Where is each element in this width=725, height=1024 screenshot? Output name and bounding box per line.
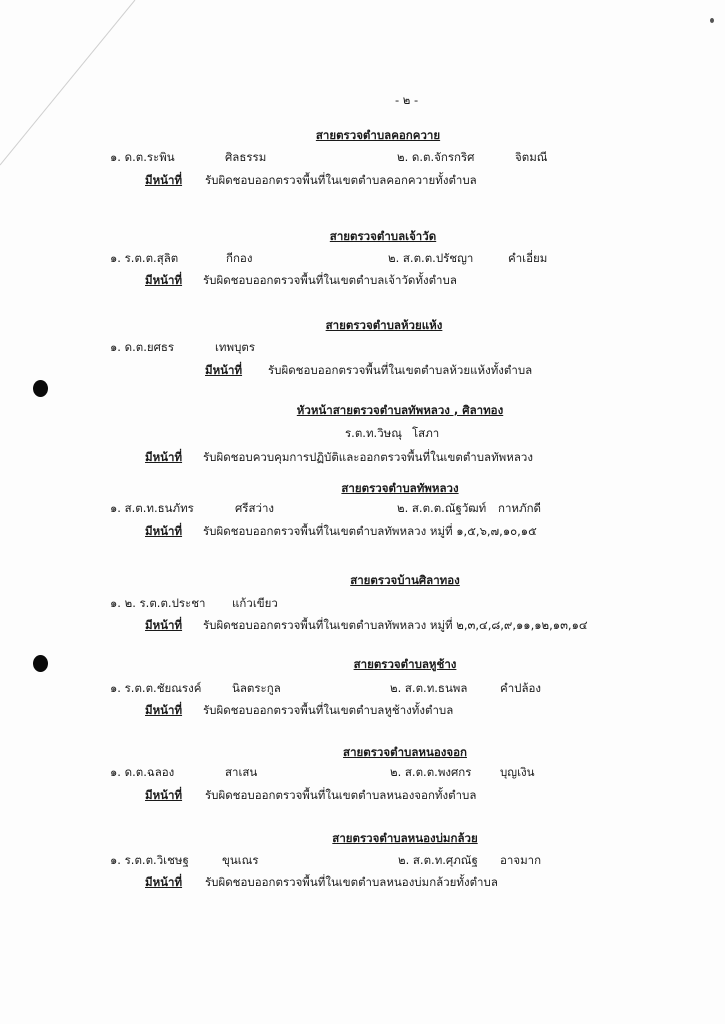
member-surname: กาหภักดี	[498, 501, 542, 515]
duty-label: มีหน้าที่	[145, 703, 183, 717]
section-heading: สายตรวจตำบลทัพหลวง	[341, 481, 459, 495]
member-surname: คำปล้อง	[500, 681, 542, 695]
scan-artifact-line	[0, 0, 140, 170]
member-rank-name: ๒. ส.ต.ต.ณัฐวัฒท์	[397, 501, 487, 515]
member-surname: จิตมณี	[515, 150, 548, 164]
duty-text: รับผิดชอบออกตรวจพื้นที่ในเขตตำบลเจ้าวัดทั้งตำบล	[203, 273, 457, 287]
duty-label: มีหน้าที่	[145, 450, 183, 464]
section-heading: สายตรวจตำบลคอกควาย	[315, 128, 441, 142]
member-rank-name: ๒. ส.ต.ท.ธนพล	[390, 681, 468, 695]
member-rank-name: ๑. ด.ต.ระพิน	[110, 150, 175, 164]
duty-label: มีหน้าที่	[145, 788, 183, 802]
scan-speck	[710, 18, 714, 23]
duty-text: รับผิดชอบออกตรวจพื้นที่ในเขตตำบลหนองบ่มกล้วยทั้งตำบล	[205, 875, 498, 889]
duty-text: รับผิดชอบออกตรวจพื้นที่ในเขตตำบลห้วยแห้งทั้งตำบล	[268, 363, 533, 377]
duty-text: รับผิดชอบออกตรวจพื้นที่ในเขตตำบลหนองจอกทั้งตำบล	[205, 788, 477, 802]
member-surname: สาเสน	[225, 765, 258, 779]
member-rank-name: ๒. ส.ต.ต.ปรัชญา	[388, 251, 474, 265]
member-surname: ศรีสว่าง	[235, 501, 275, 515]
section-heading: สายตรวจตำบลหนองจอก	[343, 745, 467, 759]
section-heading: สายตรวจตำบลห้วยแห้ง	[325, 318, 443, 332]
member-surname: แก้วเขียว	[232, 596, 278, 610]
member-rank-name: ๑. ร.ต.ต.วิเชษฐ	[110, 853, 189, 867]
section-heading: สายตรวจบ้านศิลาทอง	[350, 573, 460, 587]
duty-text: รับผิดชอบออกตรวจพื้นที่ในเขตตำบลทัพหลวง หมู่ที่ ๑,๕,๖,๗,๑๐,๑๕	[203, 524, 537, 538]
member-rank-name: ๑. ๒. ร.ต.ต.ประชา	[110, 596, 206, 610]
member-rank-name: ๑. ส.ต.ท.ธนภัทร	[110, 501, 194, 515]
member-rank-name: ๒. ส.ต.ท.ศุภณัฐ	[398, 853, 478, 867]
member-rank-name: ร.ต.ท.วิษณุ	[345, 426, 402, 440]
duty-text: รับผิดชอบออกตรวจพื้นที่ในเขตตำบลหูช้างทั้งตำบล	[203, 703, 454, 717]
member-surname: คำเอี่ยม	[508, 251, 548, 265]
duty-label: มีหน้าที่	[145, 618, 183, 632]
member-surname: นิลตระกูล	[232, 681, 281, 695]
member-surname: ศิลธรรม	[225, 150, 267, 164]
duty-text: รับผิดชอบออกตรวจพื้นที่ในเขตตำบลคอกควายทั้งตำบล	[205, 173, 477, 187]
section-heading: สายตรวจตำบลหูช้าง	[353, 657, 457, 671]
member-rank-name: ๑. ร.ต.ต.ชัยณรงค์	[110, 681, 202, 695]
duty-label: มีหน้าที่	[145, 524, 183, 538]
duty-label: มีหน้าที่	[205, 363, 243, 377]
member-surname: เทพบุตร	[215, 340, 256, 354]
punch-hole	[33, 380, 48, 397]
member-rank-name: ๑. ด.ต.ยศธร	[110, 340, 175, 354]
member-rank-name: ๒. ด.ต.จักรกริศ	[397, 150, 475, 164]
member-rank-name: ๑. ด.ต.ฉลอง	[110, 765, 175, 779]
section-heading: สายตรวจตำบลหนองบ่มกล้วย	[332, 831, 478, 845]
member-rank-name: ๑. ร.ต.ต.สุลิต	[110, 251, 179, 265]
section-heading: หัวหน้าสายตรวจตำบลทัพหลวง , ศิลาทอง	[296, 403, 504, 417]
duty-label: มีหน้าที่	[145, 273, 183, 287]
duty-label: มีหน้าที่	[145, 875, 183, 889]
page-number: - ๒ -	[395, 93, 419, 107]
section-heading: สายตรวจตำบลเจ้าวัด	[329, 229, 437, 243]
duty-label: มีหน้าที่	[145, 173, 183, 187]
member-surname: ขุนเณร	[222, 853, 259, 867]
duty-text: รับผิดชอบควบคุมการปฏิบัติและออกตรวจพื้นที่ในเขตตำบลทัพหลวง	[203, 450, 533, 464]
member-rank-name: ๒. ส.ต.ต.พงศกร	[390, 765, 472, 779]
punch-hole	[33, 655, 48, 672]
member-surname: โสภา	[412, 426, 440, 440]
member-surname: บุญเงิน	[500, 765, 535, 779]
duty-text: รับผิดชอบออกตรวจพื้นที่ในเขตตำบลทัพหลวง หมู่ที่ ๒,๓,๔,๘,๙,๑๑,๑๒,๑๓,๑๔	[203, 618, 588, 632]
member-surname: กีกอง	[226, 251, 253, 265]
member-surname: อาจมาก	[500, 853, 542, 867]
